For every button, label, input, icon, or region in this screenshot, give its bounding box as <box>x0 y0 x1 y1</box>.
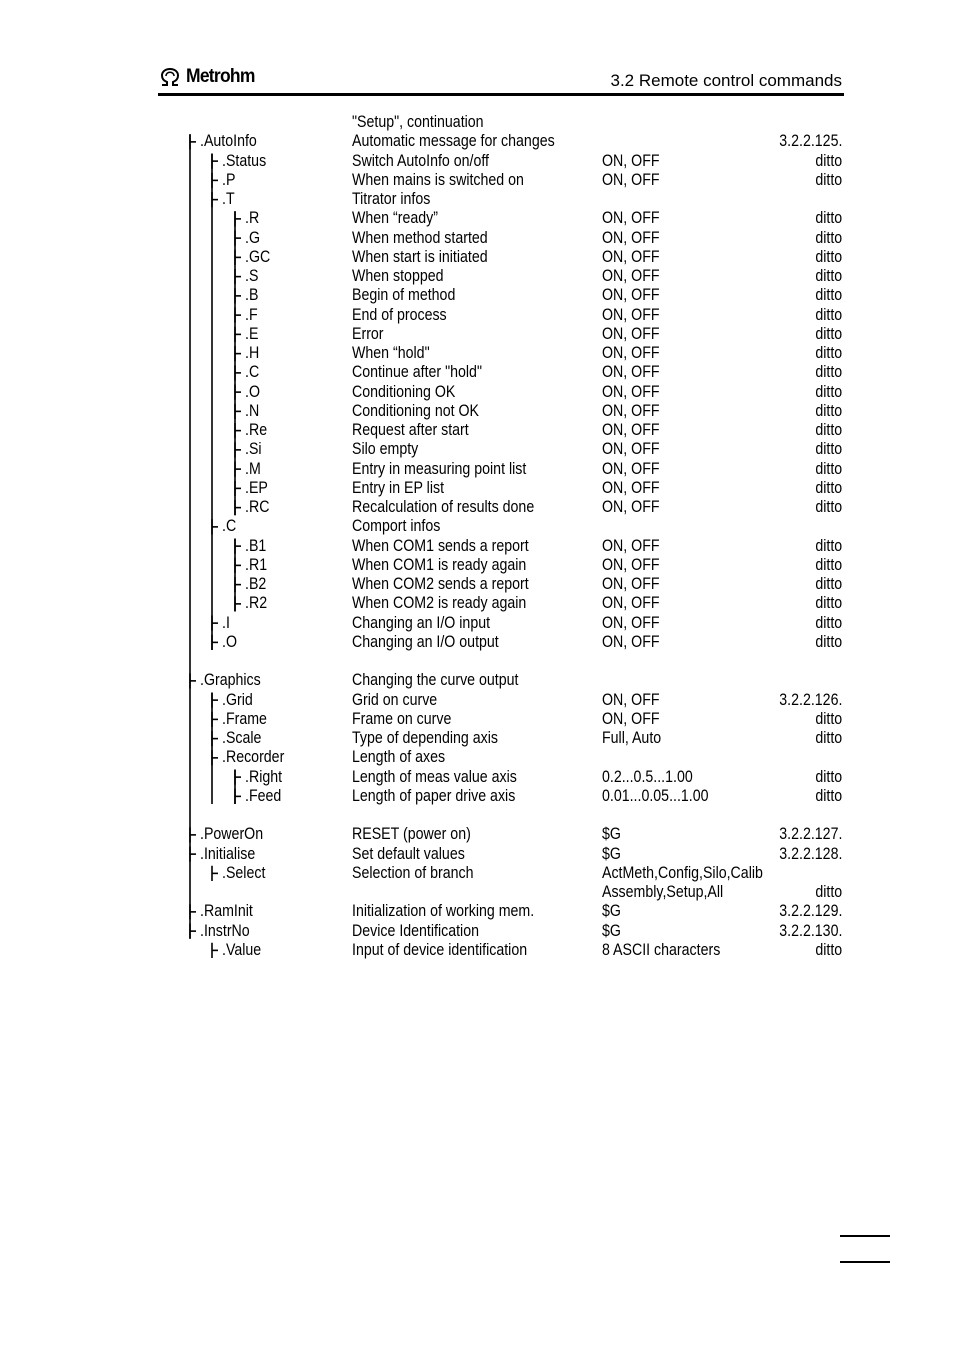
command-name: .Si <box>245 440 262 459</box>
command-reference: ditto <box>815 267 842 285</box>
command-row <box>158 537 842 556</box>
command-description: When “ready” <box>352 209 438 228</box>
command-reference: ditto <box>815 478 842 497</box>
command-row <box>158 652 842 671</box>
command-values: 0.01...0.05...1.00 <box>602 786 709 805</box>
command-description: When method started <box>352 228 488 247</box>
command-row <box>158 209 842 228</box>
command-values: $G <box>602 902 621 921</box>
command-row <box>158 363 842 382</box>
command-name: .O <box>245 382 260 401</box>
command-reference: ditto <box>815 729 842 747</box>
command-description: RESET (power on) <box>352 825 471 844</box>
command-description: Set default values <box>352 844 465 863</box>
margin-mark-top <box>840 1235 890 1237</box>
command-name: .RamInit <box>200 902 253 921</box>
command-description: Error <box>352 324 384 343</box>
command-row <box>158 229 842 248</box>
command-description: Conditioning not OK <box>352 401 480 420</box>
command-description: Frame on curve <box>352 709 452 728</box>
command-name: .R <box>245 209 260 228</box>
command-description: Request after start <box>352 421 469 439</box>
command-name: .Select <box>222 863 266 882</box>
command-values: Full, Auto <box>602 729 662 747</box>
command-name: .T <box>222 190 235 208</box>
command-name: .GC <box>245 247 271 266</box>
command-values: $G <box>602 921 621 940</box>
command-reference: 3.2.2.126. <box>778 690 842 709</box>
command-row <box>158 171 842 190</box>
command-row <box>158 132 842 151</box>
command-name: .C <box>245 363 260 382</box>
command-row <box>158 517 842 536</box>
command-row <box>158 460 842 479</box>
command-values: ON, OFF <box>602 382 660 401</box>
command-description: Entry in measuring point list <box>352 459 527 478</box>
command-name: .E <box>245 324 259 343</box>
command-reference: ditto <box>815 421 842 439</box>
command-row <box>158 498 842 517</box>
command-row <box>158 633 842 652</box>
command-values: ON, OFF <box>602 305 660 324</box>
command-name: .P <box>222 170 236 189</box>
command-name: .AutoInfo <box>200 132 257 151</box>
command-description: Conditioning OK <box>352 382 456 401</box>
command-values: ON, OFF <box>602 151 660 170</box>
command-description: Input of device identification <box>352 940 528 959</box>
command-name: .I <box>222 613 230 632</box>
command-description: Titrator infos <box>352 190 431 208</box>
command-values: ON, OFF <box>602 459 660 478</box>
command-reference: ditto <box>815 459 842 478</box>
command-row <box>158 325 842 344</box>
command-name: .B <box>245 286 259 305</box>
command-description: When mains is switched on <box>352 170 524 189</box>
command-description: Type of depending axis <box>352 729 498 747</box>
command-name: .H <box>245 344 260 362</box>
command-values: 0.2...0.5...1.00 <box>602 767 693 786</box>
command-description: End of process <box>352 305 447 324</box>
command-values: ON, OFF <box>602 594 660 613</box>
command-name: .R2 <box>245 594 268 613</box>
command-name: .Frame <box>222 709 267 728</box>
command-name: .Initialise <box>200 844 256 863</box>
command-description: When COM1 is ready again <box>352 555 527 574</box>
command-description: When stopped <box>352 267 444 285</box>
command-description: Selection of branch <box>352 863 474 882</box>
command-values: ON, OFF <box>602 363 660 382</box>
command-reference: ditto <box>815 767 842 786</box>
command-description: Grid on curve <box>352 690 438 709</box>
command-description: Begin of method <box>352 286 456 305</box>
command-row <box>158 344 842 363</box>
command-values: ON, OFF <box>602 421 660 439</box>
command-values: ON, OFF <box>602 555 660 574</box>
command-description: Length of meas value axis <box>352 767 517 786</box>
command-values: ON, OFF <box>602 478 660 497</box>
command-row <box>158 806 842 825</box>
command-row <box>158 383 842 402</box>
page-header <box>158 64 842 96</box>
command-name: .G <box>245 228 260 247</box>
command-name: .RC <box>245 498 270 516</box>
command-description: Changing the curve output <box>352 671 519 690</box>
command-name: .F <box>245 305 258 324</box>
command-values: ON, OFF <box>602 575 660 593</box>
command-name: .Recorder <box>222 748 285 767</box>
brand-name: Metrohm <box>186 66 255 87</box>
command-reference: ditto <box>815 228 842 247</box>
command-row <box>158 768 842 787</box>
omega-icon <box>158 67 182 87</box>
command-description: Changing an I/O input <box>352 613 491 632</box>
command-row <box>158 152 842 171</box>
command-row <box>158 421 842 440</box>
section-title: 3.2 Remote control commands <box>610 71 842 90</box>
command-name: .Graphics <box>200 671 261 690</box>
command-row <box>158 691 842 710</box>
command-description: Continue after "hold" <box>352 363 482 382</box>
command-reference: ditto <box>815 151 842 170</box>
command-row <box>158 286 842 305</box>
command-values: ON, OFF <box>602 401 660 420</box>
command-name: .M <box>245 459 261 478</box>
command-row <box>158 825 842 844</box>
command-name: .Feed <box>245 786 282 805</box>
command-name: .Right <box>245 767 283 786</box>
command-reference: ditto <box>815 247 842 266</box>
command-reference: ditto <box>815 440 842 459</box>
command-row <box>158 594 842 613</box>
command-reference: ditto <box>815 555 842 574</box>
header-rule <box>158 93 844 96</box>
command-row <box>158 267 842 286</box>
command-reference: ditto <box>815 286 842 305</box>
command-row <box>158 614 842 633</box>
command-values: ON, OFF <box>602 324 660 343</box>
command-reference: ditto <box>815 363 842 382</box>
command-row <box>158 479 842 498</box>
command-tree <box>158 113 842 960</box>
command-reference: ditto <box>815 536 842 555</box>
command-row <box>158 671 842 690</box>
command-description: Entry in EP list <box>352 478 445 497</box>
command-reference: ditto <box>815 594 842 613</box>
command-values: ON, OFF <box>602 286 660 305</box>
command-name: .B1 <box>245 536 267 555</box>
command-row <box>158 575 842 594</box>
command-reference: ditto <box>815 632 842 651</box>
command-name: .Scale <box>222 729 262 747</box>
command-name: .EP <box>245 478 268 497</box>
command-row <box>158 902 842 921</box>
command-reference: ditto <box>815 575 842 593</box>
command-description: Length of axes <box>352 748 446 767</box>
command-reference: 3.2.2.125. <box>778 132 842 151</box>
command-row <box>158 190 842 209</box>
command-reference: ditto <box>815 883 842 901</box>
command-values: ON, OFF <box>602 344 660 362</box>
command-row <box>158 883 842 902</box>
command-name: .InstrNo <box>200 921 250 940</box>
command-name: .O <box>222 632 237 651</box>
command-reference: 3.2.2.127. <box>778 825 842 844</box>
command-reference: ditto <box>815 613 842 632</box>
command-description: Recalculation of results done <box>352 498 535 516</box>
command-row <box>158 440 842 459</box>
command-reference: ditto <box>815 786 842 805</box>
command-values: $G <box>602 825 621 844</box>
command-values: ON, OFF <box>602 228 660 247</box>
command-reference: ditto <box>815 498 842 516</box>
command-description: Changing an I/O output <box>352 632 499 651</box>
command-description: When COM2 is ready again <box>352 594 527 613</box>
command-row <box>158 306 842 325</box>
command-row <box>158 748 842 767</box>
command-reference: 3.2.2.130. <box>778 921 842 940</box>
command-name: .Value <box>222 940 262 959</box>
command-reference: 3.2.2.128. <box>778 844 842 863</box>
command-values: ON, OFF <box>602 709 660 728</box>
command-name: .N <box>245 401 260 420</box>
command-name: .S <box>245 267 259 285</box>
command-description: Device Identification <box>352 921 479 940</box>
command-description: Length of paper drive axis <box>352 786 516 805</box>
command-row <box>158 248 842 267</box>
command-values: ON, OFF <box>602 498 660 516</box>
command-description: Comport infos <box>352 517 441 536</box>
command-reference: ditto <box>815 170 842 189</box>
command-name: .C <box>222 517 237 536</box>
command-values: ON, OFF <box>602 209 660 228</box>
command-description: "Setup", continuation <box>352 113 484 131</box>
command-reference: ditto <box>815 305 842 324</box>
command-reference: ditto <box>815 940 842 959</box>
command-name: .Status <box>222 151 267 170</box>
command-description: When COM1 sends a report <box>352 536 529 555</box>
command-values: ON, OFF <box>602 247 660 266</box>
command-values: 8 ASCII characters <box>602 940 721 959</box>
command-description: Initialization of working mem. <box>352 902 535 921</box>
command-description: When start is initiated <box>352 247 488 266</box>
command-row <box>158 922 842 941</box>
command-reference: ditto <box>815 209 842 228</box>
command-reference: ditto <box>815 324 842 343</box>
command-row <box>158 845 842 864</box>
command-name: .Re <box>245 421 268 439</box>
command-values: ON, OFF <box>602 632 660 651</box>
command-values: ON, OFF <box>602 536 660 555</box>
command-values: ON, OFF <box>602 613 660 632</box>
brand-logo <box>158 66 261 88</box>
command-row <box>158 729 842 748</box>
command-values: ON, OFF <box>602 440 660 459</box>
command-description: When “hold" <box>352 344 430 362</box>
command-values: ON, OFF <box>602 267 660 285</box>
command-row <box>158 710 842 729</box>
command-name: .B2 <box>245 575 267 593</box>
command-row <box>158 787 842 806</box>
margin-mark-bottom <box>840 1261 890 1263</box>
command-reference: ditto <box>815 382 842 401</box>
command-description: Silo empty <box>352 440 419 459</box>
command-values: Assembly,Setup,All <box>602 883 724 901</box>
command-values: ON, OFF <box>602 690 660 709</box>
command-description: When COM2 sends a report <box>352 575 529 593</box>
command-name: .Grid <box>222 690 253 709</box>
command-row <box>158 402 842 421</box>
command-row <box>158 864 842 883</box>
command-reference: ditto <box>815 709 842 728</box>
command-values: ActMeth,Config,Silo,Calib <box>602 863 763 882</box>
command-reference: 3.2.2.129. <box>778 902 842 921</box>
command-name: .R1 <box>245 555 268 574</box>
command-name: .PowerOn <box>200 825 264 844</box>
command-row <box>158 556 842 575</box>
command-values: $G <box>602 844 621 863</box>
command-row <box>158 113 842 132</box>
command-row <box>158 941 842 960</box>
command-description: Switch AutoInfo on/off <box>352 151 490 170</box>
command-reference: ditto <box>815 401 842 420</box>
command-description: Automatic message for changes <box>352 132 555 151</box>
command-values: ON, OFF <box>602 170 660 189</box>
command-rows <box>158 113 842 960</box>
command-reference: ditto <box>815 344 842 362</box>
